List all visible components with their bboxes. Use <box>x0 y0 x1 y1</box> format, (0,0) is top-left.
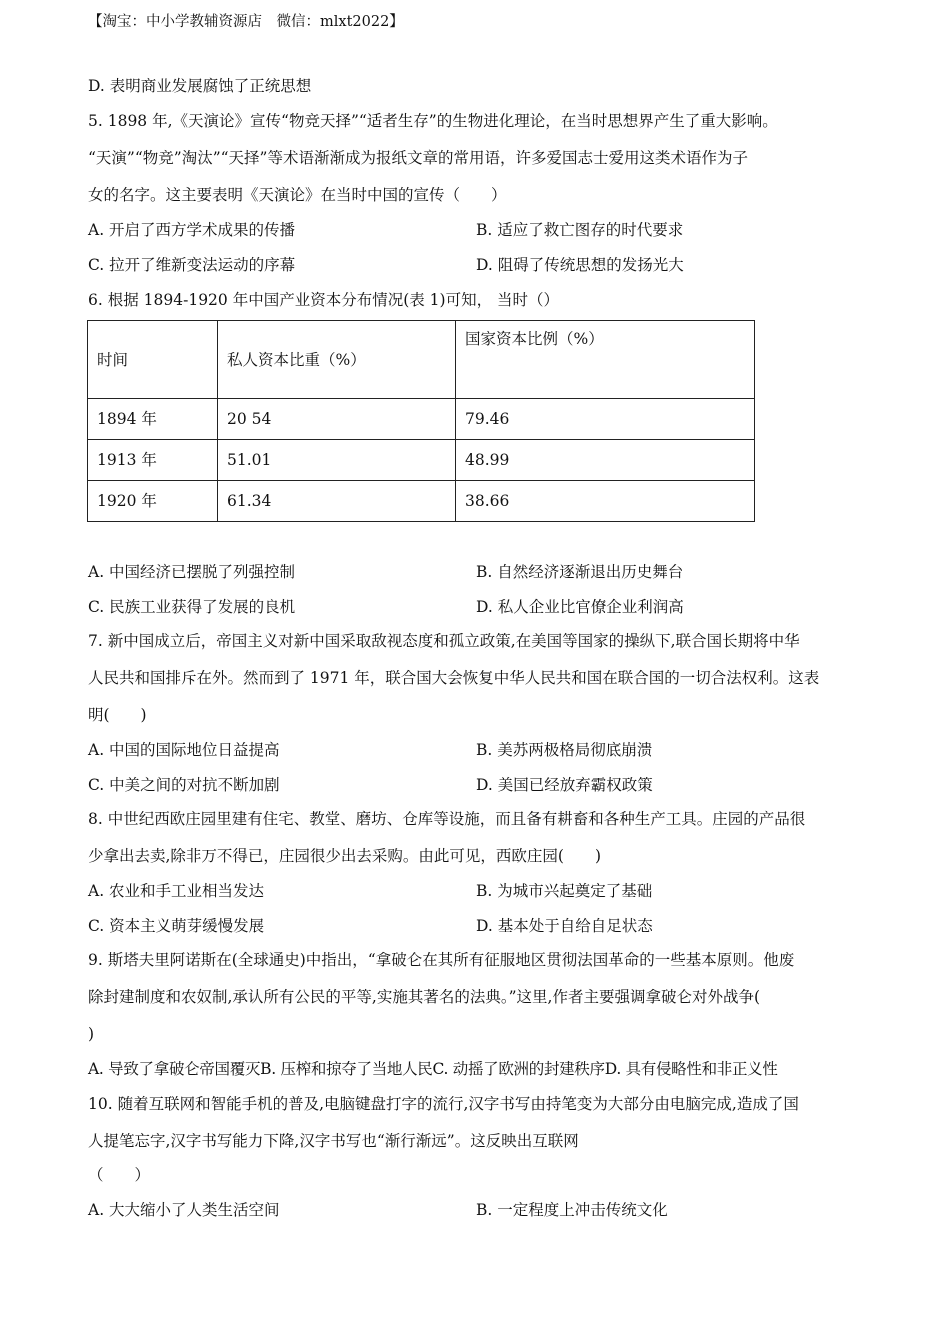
q7-option-b: B. 美苏两极格局彻底崩溃 <box>476 741 653 759</box>
q8-stem-line-1: 8. 中世纪西欧庄园里建有住宅、教堂、磨坊、仓库等设施，而且备有耕畜和各种生产工具。庄园的产品很 <box>88 810 806 828</box>
q10-option-b: B. 一定程度上冲击传统文化 <box>476 1201 668 1219</box>
table-cell: 1920 年 <box>88 481 218 522</box>
q6-option-b: B. 自然经济逐渐退出历史舞台 <box>476 563 684 581</box>
table-cell: 1913 年 <box>88 440 218 481</box>
q8-option-a: A. 农业和手工业相当发达 <box>88 882 265 900</box>
q5-option-c: C. 拉开了维新变法运动的序幕 <box>88 256 296 274</box>
q8-option-d: D. 基本处于自给自足状态 <box>476 917 653 935</box>
q7-option-a: A. 中国的国际地位日益提高 <box>88 741 280 759</box>
q5-option-d: D. 阻碍了传统思想的发扬光大 <box>476 256 684 274</box>
table-header-cell: 时间 <box>88 321 218 399</box>
capital-distribution-table <box>87 320 755 522</box>
q6-option-d: D. 私人企业比官僚企业利润高 <box>476 598 684 616</box>
q5-option-a: A. 开启了西方学术成果的传播 <box>88 221 296 239</box>
q9-stem-line-3: ) <box>88 1025 95 1043</box>
table-header-cell: 私人资本比重（%） <box>218 321 456 399</box>
q7-option-d: D. 美国已经放弃霸权政策 <box>476 776 653 794</box>
q7-stem-line-3: 明( ) <box>88 706 147 724</box>
table-row <box>88 399 755 440</box>
q9-stem-line-2: 除封建制度和农奴制,承认所有公民的平等,实施其著名的法典。”这里,作者主要强调拿破仑对外战争( <box>88 988 761 1006</box>
q8-stem-line-2: 少拿出去卖,除非万不得已，庄园很少出去采购。由此可见，西欧庄园( ) <box>88 847 602 865</box>
q4-option-d: D. 表明商业发展腐蚀了正统思想 <box>88 77 312 95</box>
q8-option-c: C. 资本主义萌芽缓慢发展 <box>88 917 265 935</box>
table-header-row <box>88 321 755 399</box>
q5-stem-line-2: “天演”“物竞”淘汰”“天择”等术语渐渐成为报纸文章的常用语，许多爱国志士爱用这类术语作为子 <box>88 149 748 167</box>
q7-stem-line-2: 人民共和国排斥在外。然而到了 1971 年，联合国大会恢复中华人民共和国在联合国的一切合法权利。这表 <box>88 669 820 687</box>
q5-stem-line-3: 女的名字。这主要表明《天演论》在当时中国的宣传（ ） <box>88 186 507 204</box>
q6-stem: 6. 根据 1894-1920 年中国产业资本分布情况(表 1)可知， 当时（） <box>88 291 560 309</box>
page-header: 【淘宝：中小学教辅资源店 微信：mlxt2022】 <box>88 14 404 30</box>
table-row <box>88 440 755 481</box>
table-cell: 79.46 <box>456 399 755 440</box>
q9-options: A. 导致了拿破仑帝国覆灭B. 压榨和掠夺了当地人民C. 动摇了欧洲的封建秩序D. 具有侵略性和非正义性 <box>88 1060 778 1078</box>
q5-option-b: B. 适应了救亡图存的时代要求 <box>476 221 684 239</box>
q8-option-b: B. 为城市兴起奠定了基础 <box>476 882 653 900</box>
table-cell: 48.99 <box>456 440 755 481</box>
table-cell: 61.34 <box>218 481 456 522</box>
q6-option-a: A. 中国经济已摆脱了列强控制 <box>88 563 296 581</box>
q9-stem-line-1: 9. 斯塔夫里阿诺斯在(全球通史)中指出，“拿破仑在其所有征服地区贯彻法国革命的一些基本原则。他废 <box>88 951 795 969</box>
table-header-cell: 国家资本比例（%） <box>456 321 755 399</box>
q7-option-c: C. 中美之间的对抗不断加剧 <box>88 776 280 794</box>
q10-stem-line-3: （ ） <box>88 1166 151 1184</box>
q10-stem-line-1: 10. 随着互联网和智能手机的普及,电脑键盘打字的流行,汉字书写由持笔变为大部分由电脑完成,造成了国 <box>88 1095 799 1113</box>
table-row <box>88 481 755 522</box>
table-cell: 38.66 <box>456 481 755 522</box>
q5-stem-line-1: 5. 1898 年,《天演论》宣传“物竞天择”“适者生存”的生物进化理论，在当时思想界产生了重大影响。 <box>88 112 778 130</box>
q10-stem-line-2: 人提笔忘字,汉字书写能力下降,汉字书写也“渐行渐远”。这反映出互联网 <box>88 1132 579 1150</box>
q6-option-c: C. 民族工业获得了发展的良机 <box>88 598 296 616</box>
table-cell: 1894 年 <box>88 399 218 440</box>
table-cell: 51.01 <box>218 440 456 481</box>
q10-option-a: A. 大大缩小了人类生活空间 <box>88 1201 280 1219</box>
table-cell: 20 54 <box>218 399 456 440</box>
q7-stem-line-1: 7. 新中国成立后，帝国主义对新中国采取敌视态度和孤立政策,在美国等国家的操纵下,联合国长期将中华 <box>88 632 800 650</box>
